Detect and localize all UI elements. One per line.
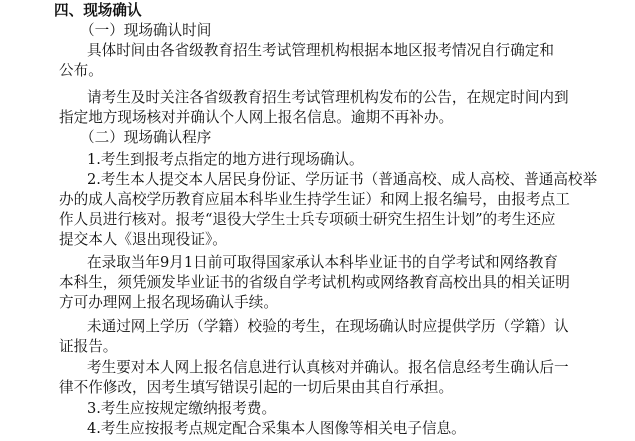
paragraph-line: 本科生，须凭颁发毕业证书的省级自学考试机构或网络教育高校出具的相关证明 xyxy=(59,274,570,291)
paragraph-line: 公布。 xyxy=(59,62,103,79)
paragraph-line: 具体时间由各省级教育招生考试管理机构根据本地区报考情况自行确定和 xyxy=(87,42,555,59)
step-3: 3.考生应按规定缴纳报考费。 xyxy=(87,400,277,417)
paragraph-line: 在录取当年9月1日前可取得国家承认本科毕业证书的自学考试和网络教育 xyxy=(87,254,558,271)
paragraph-line: 证报告。 xyxy=(59,338,118,355)
paragraph-line: 未通过网上学历（学籍）校验的考生，在现场确认时应提供学历（学籍）认 xyxy=(87,318,569,335)
step-2-line: 提交本人《退出现役证》。 xyxy=(59,231,227,248)
section-title: 四、现场确认 xyxy=(54,2,142,19)
paragraph-line: 律不作修改，因考生填写错误引起的一切后果由其自行承担。 xyxy=(59,379,454,396)
step-2-line: 办的成人高校学历教育应届本科毕业生持学生证）和网上报名编号，由报考点工 xyxy=(59,191,570,208)
step-2-line: 作人员进行核对。报考“退役大学生士兵专项硕士研究生招生计划”的考生还应 xyxy=(59,211,556,228)
paragraph-line: 指定地方现场核对并确认个人网上报名信息。逾期不再补办。 xyxy=(59,109,454,126)
paragraph-line: 方可办理网上报名现场确认手续。 xyxy=(59,294,278,311)
subsection-title-time: （一）现场确认时间 xyxy=(80,22,212,39)
paragraph-line: 考生要对本人网上报名信息进行认真核对并确认。报名信息经考生确认后一 xyxy=(87,359,569,376)
paragraph-line: 请考生及时关注各省级教育招生考试管理机构发布的公告，在规定时间内到 xyxy=(87,89,569,106)
step-1: 1.考生到报考点指定的地方进行现场确认。 xyxy=(87,151,364,168)
subsection-title-procedure: （二）现场确认程序 xyxy=(80,129,212,146)
step-2-line: 2.考生本人提交本人居民身份证、学历证书（普通高校、成人高校、普通高校举 xyxy=(87,171,598,188)
step-4: 4.考生应按报考点规定配合采集本人图像等相关电子信息。 xyxy=(87,420,466,437)
